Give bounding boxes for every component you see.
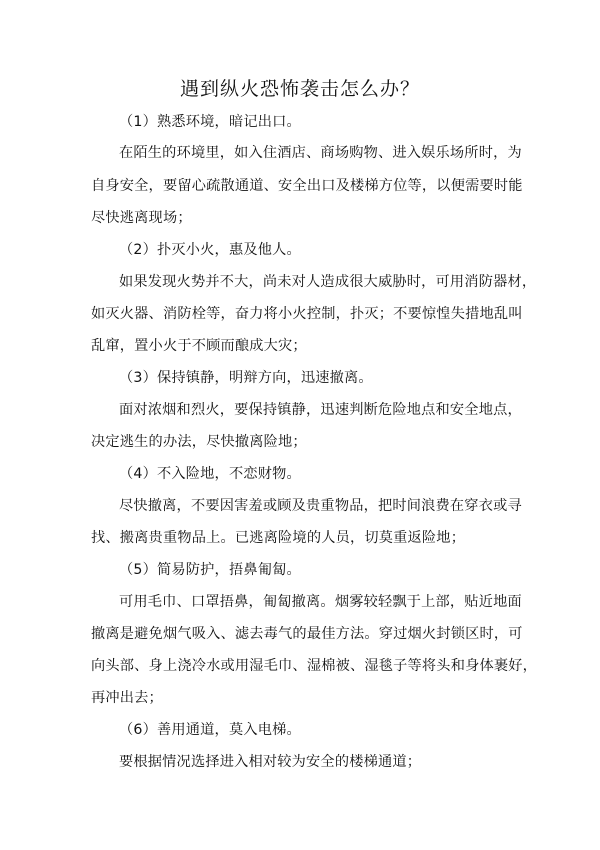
paragraph-line: 乱窜，置小火于不顾而酿成大灾； (91, 338, 307, 354)
paragraph-line: 尽快撤离，不要因害羞或顾及贵重物品，把时间浪费在穿衣或寻 (119, 498, 522, 514)
paragraph-line: 如果发现火势并不大，尚未对人造成很大威胁时，可用消防器材， (119, 274, 537, 290)
section-heading-6: （6）善用通道，莫入电梯。 (119, 722, 301, 738)
section-heading-4: （4）不入险地，不恋财物。 (119, 466, 301, 482)
paragraph-line: 决定逃生的办法，尽快撤离险地； (91, 434, 307, 450)
section-heading-2: （2）扑灭小火，惠及他人。 (119, 242, 301, 258)
page-title: 遇到纵火恐怖袭击怎么办？ (179, 78, 420, 100)
section-heading-3: （3）保持镇静，明辩方向，迅速撤离。 (119, 370, 373, 386)
paragraph-line: 如灭火器、消防栓等，奋力将小火控制，扑灭；不要惊惶失措地乱叫 (91, 306, 523, 322)
section-heading-1: （1）熟悉环境，暗记出口。 (119, 114, 301, 130)
paragraph-line: 撤离是避免烟气吸入、滤去毒气的最佳方法。穿过烟火封锁区时，可 (91, 626, 523, 642)
paragraph-line: 尽快逃离现场； (91, 210, 192, 226)
paragraph-line: 要根据情况选择进入相对较为安全的楼梯通道； (119, 754, 422, 770)
paragraph-line: 可用毛巾、口罩捂鼻，匍匐撤离。烟雾较轻飘于上部，贴近地面 (119, 594, 522, 610)
paragraph-line: 自身安全，要留心疏散通道、安全出口及楼梯方位等，以便需要时能 (91, 178, 523, 194)
section-heading-5: （5）简易防护，捂鼻匍匐。 (119, 562, 301, 578)
paragraph-line: 在陌生的环境里，如入住酒店、商场购物、进入娱乐场所时，为 (119, 145, 522, 161)
paragraph-line: 再冲出去； (91, 690, 163, 706)
paragraph-line: 找、搬离贵重物品上。已逃离险境的人员，切莫重返险地； (91, 530, 466, 546)
paragraph-line: 面对浓烟和烈火，要保持镇静，迅速判断危险地点和安全地点， (119, 402, 522, 418)
paragraph-line: 向头部、身上浇冷水或用湿毛巾、湿棉被、湿毯子等将头和身体裹好， (91, 658, 538, 674)
